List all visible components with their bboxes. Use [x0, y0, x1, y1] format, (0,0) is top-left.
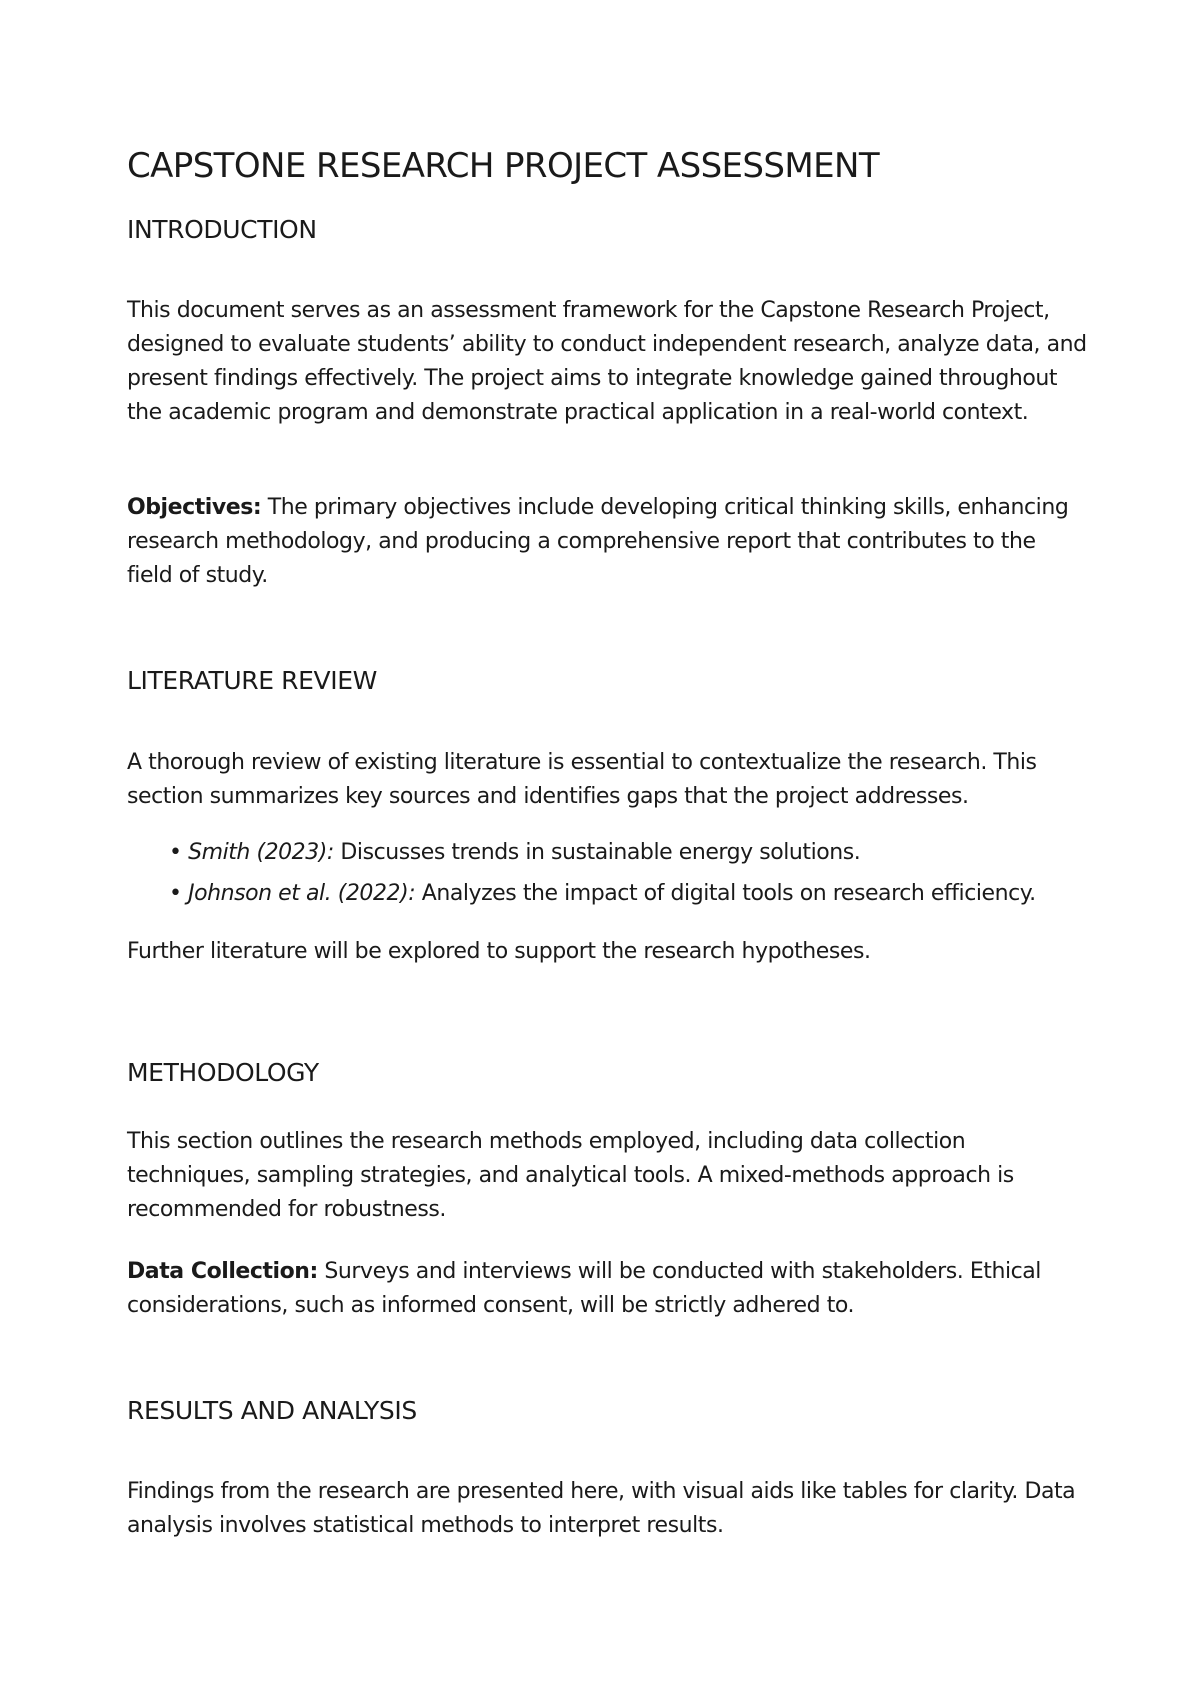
methodology-paragraph: This section outlines the research methods employed, including data collection techniques, sampling strategies, and analytical tools. A mixed-methods approach is recommended for robustness.: [127, 1129, 1014, 1222]
document-title: CAPSTONE RESEARCH PROJECT ASSESSMENT: [127, 146, 880, 186]
objectives-text: The primary objectives include developing critical thinking skills, enhancing research methodology, and producing a comprehensive report that contributes to the field of study.: [127, 495, 1069, 588]
list-item: [169, 877, 1036, 911]
literature-review-paragraph: A thorough review of existing literature is essential to contextualize the research. This section summarizes key sources and identifies gaps that the project addresses.: [127, 750, 1037, 809]
citation-source: Smith (2023):: [188, 840, 334, 865]
methodology-heading: METHODOLOGY: [127, 1058, 319, 1087]
list-item: [169, 836, 860, 870]
objectives-label: Objectives:: [127, 495, 262, 520]
introduction-heading: INTRODUCTION: [127, 215, 317, 244]
citation-source: Johnson et al. (2022):: [188, 881, 416, 906]
citation-text: Discusses trends in sustainable energy solutions.: [333, 840, 861, 865]
literature-review-closing: Further literature will be explored to support the research hypotheses.: [127, 939, 871, 964]
data-collection-text: Surveys and interviews will be conducted with stakeholders. Ethical considerations, such as informed consent, will be strictly adhered to.: [127, 1259, 1041, 1318]
bullet-marker: •: [169, 881, 189, 906]
results-heading: RESULTS AND ANALYSIS: [127, 1396, 417, 1425]
objectives-paragraph: [127, 491, 1087, 593]
literature-review-heading: LITERATURE REVIEW: [127, 666, 377, 695]
bullet-marker: •: [169, 840, 189, 865]
citation-text: Analyzes the impact of digital tools on research efficiency.: [415, 881, 1036, 906]
data-collection-paragraph: [127, 1255, 1087, 1323]
data-collection-label: Data Collection:: [127, 1259, 318, 1284]
introduction-paragraph: This document serves as an assessment framework for the Capstone Research Project, designed to evaluate students’ ability to conduct independent research, analyze data, and present findings effectively. The project aims to integrate knowledge gained throughout the academic program and demonstrate practical application in a real-world context.: [127, 298, 1087, 425]
results-paragraph: Findings from the research are presented here, with visual aids like tables for clarity. Data analysis involves statistical methods to interpret results.: [127, 1479, 1076, 1538]
